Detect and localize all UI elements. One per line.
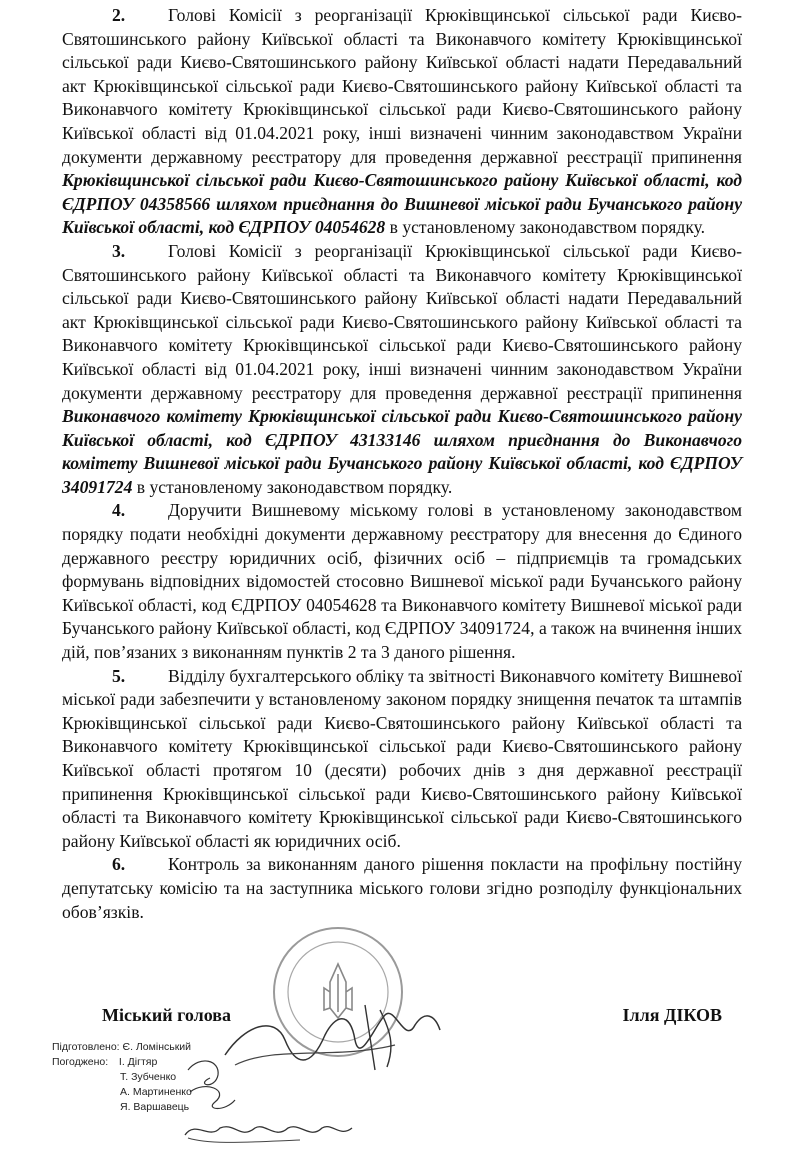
signatory-name: Ілля ДІКОВ — [622, 1005, 722, 1025]
agreed-row — [52, 1085, 192, 1100]
prepared-row — [52, 1040, 192, 1055]
agreed-by: Т. Зубченко — [120, 1071, 177, 1083]
paragraph-emphasis: Виконавчого комітету Крюківщинської сільської ради Києво-Святошинського району Київської області, код ЄДРПОУ 43133146 шляхом приєднання до Виконавчого комітету Вишневої міської ради Бучанського району Київської області, код ЄДРПОУ 34091724 — [62, 406, 742, 497]
agreed-label: Погоджено: — [52, 1056, 109, 1068]
agreed-by: А. Мартиненко — [120, 1086, 192, 1098]
paragraph-text: Голові Комісії з реорганізації Крюківщинської сільської ради Києво-Святошинського району Київської області та Виконавчого комітету Крюківщинської сільської ради Києво-Святошинського району Київської області надати Передавальний акт Крюківщинської сільської ради Києво-Святошинського району Київської області та Виконавчого комітету Крюківщинської сільської ради Києво-Святошинського району Київської області від 01.04.2021 року, інші визначені чинним законодавством України документи державному реєстратору для проведення державної реєстрації припинення — [62, 240, 742, 403]
paragraph-text: Голові Комісії з реорганізації Крюківщинської сільської ради Києво-Святошинського району Київської області та Виконавчого комітету Крюківщинської сільської ради Києво-Святошинського району Київської області надати Передавальний акт Крюківщинської сільської ради Києво-Святошинського району Київської області та Виконавчого комітету Крюківщинської сільської ради Києво-Святошинського району Київської області від 01.04.2021 року, інші визначені чинним законодавством України документи державному реєстратору для проведення державної реєстрації припинення — [62, 5, 742, 167]
paragraph-number: 5. — [112, 665, 126, 686]
paragraph-text-end: в установленому законодавством порядку. — [385, 217, 706, 238]
paragraph-number: 6. — [112, 854, 126, 875]
approval-footer — [52, 1040, 192, 1115]
paragraph-number: 3. — [112, 240, 126, 261]
document-body — [62, 4, 742, 924]
agreed-row — [52, 1055, 192, 1070]
agreed-by: І. Дігтяр — [118, 1056, 158, 1068]
paragraph-5 — [62, 665, 742, 854]
paragraph-emphasis: Крюківщинської сільської ради Києво-Святошинського району Київської області, код ЄДРПОУ 04358566 шляхом приєднання до Вишневої міської ради Бучанського району Київської області, код ЄДРПОУ 04054628 — [62, 170, 742, 238]
paragraph-text: Контроль за виконанням даного рішення покласти на профільну постійну депутатську комісію та на заступника міського голови згідно розподілу функціональних обов’язків. — [62, 854, 742, 922]
signatory-position: Міський голова — [102, 1005, 231, 1025]
prepared-label: Підготовлено: — [52, 1041, 120, 1053]
approval-signatures — [180, 1050, 370, 1150]
paragraph-text: Доручити Вишневому міському голові в установленому законодавством порядку подати необхідні документи державному реєстратору для внесення до Єдиного державного реєстру юридичних осіб, фізичних осіб – підприємців та громадських формувань відповідних відомостей стосовно Вишневої міської ради Бучанського району Київської області, код ЄДРПОУ 04054628 та Виконавчого комітету Вишневої міської ради Бучанського району Київської області, код ЄДРПОУ 34091724, а також на вчинення інших дій, пов’язаних з виконанням пунктів 2 та 3 даного рішення. — [62, 500, 742, 663]
agreed-by: Я. Варшавець — [120, 1101, 190, 1113]
agreed-row — [52, 1100, 192, 1115]
prepared-by: Є. Ломінський — [122, 1041, 192, 1053]
paragraph-number: 2. — [112, 5, 126, 25]
paragraph-number: 4. — [112, 500, 126, 521]
paragraph-4 — [62, 499, 742, 664]
paragraph-text: Відділу бухгалтерського обліку та звітності Виконавчого комітету Вишневої міської ради забезпечити у встановленому законом порядку знищення печаток та штампів Крюківщинської сільської ради Києво-Святошинського району Київської області та Виконавчого комітету Крюківщинської сільської ради Києво-Святошинського району Київської області протягом 10 (десяти) робочих днів з дня державної реєстрації припинення Крюківщинської сільської ради Києво-Святошинського району Київської області та Виконавчого комітету Крюківщинської сільської ради Києво-Святошинського району Київської області як юридичних осіб. — [62, 665, 742, 851]
paragraph-3 — [62, 240, 742, 500]
agreed-row — [52, 1070, 192, 1085]
paragraph-6 — [62, 853, 742, 924]
paragraph-text-end: в установленому законодавством порядку. — [132, 476, 453, 497]
paragraph-2 — [62, 4, 742, 240]
